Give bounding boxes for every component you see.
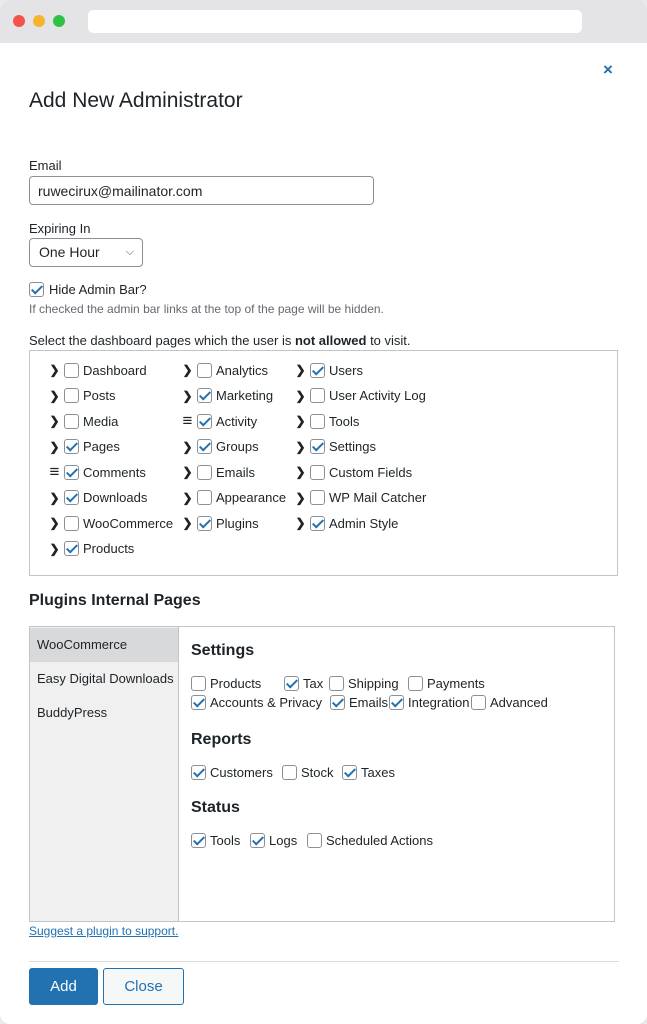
chevron-right-icon[interactable]: ❯ (295, 439, 306, 454)
page-label: Posts (83, 388, 116, 403)
page-item-posts (46, 386, 116, 406)
page-checkbox-downloads[interactable] (64, 490, 79, 505)
page-checkbox-marketing[interactable] (197, 388, 212, 403)
page-item-dashboard (46, 360, 147, 380)
hide-admin-bar-hint: If checked the admin bar links at the top of the page will be hidden. (29, 302, 384, 316)
option-settings-tax (284, 676, 323, 691)
page-checkbox-woocommerce[interactable] (64, 516, 79, 531)
option-label: Customers (210, 765, 273, 780)
page-checkbox-custom-fields[interactable] (310, 465, 325, 480)
hide-admin-bar-row (29, 282, 147, 297)
option-reports-stock (282, 765, 334, 780)
plugin-tab-buddypress[interactable]: BuddyPress (37, 705, 108, 720)
option-label: Shipping (348, 676, 399, 691)
page-checkbox-settings[interactable] (310, 439, 325, 454)
page-label: Tools (329, 413, 360, 429)
page-checkbox-posts[interactable] (64, 388, 79, 403)
plugin-tabs (30, 627, 179, 921)
page-checkbox-media[interactable] (64, 414, 79, 429)
option-checkbox-customers[interactable] (191, 765, 206, 780)
option-status-tools (191, 833, 240, 848)
option-label: Tax (303, 676, 324, 691)
page-checkbox-pages[interactable] (64, 439, 79, 454)
option-checkbox-advanced[interactable] (471, 695, 486, 710)
page-item-woocommerce (46, 513, 173, 533)
close-window-dot[interactable] (13, 15, 25, 27)
chevron-right-icon[interactable]: ❯ (295, 363, 306, 377)
option-checkbox-integration[interactable] (389, 695, 404, 710)
footer-divider (29, 961, 619, 962)
drag-handle-icon[interactable]: ≡ (182, 411, 193, 430)
group-title-settings: Settings (191, 642, 255, 659)
page-item-users (292, 360, 363, 380)
option-reports-taxes (342, 765, 395, 780)
hide-admin-bar-label: Hide Admin Bar? (49, 282, 147, 297)
suggest-plugin-link[interactable]: Suggest a plugin to support. (29, 924, 179, 938)
chevron-right-icon[interactable]: ❯ (49, 490, 60, 505)
page-item-activity (179, 411, 257, 431)
pages-prompt-before: Select the dashboard pages which the user is (29, 333, 295, 348)
chevron-right-icon[interactable]: ❯ (182, 490, 193, 505)
chevron-right-icon[interactable]: ❯ (182, 516, 193, 530)
option-settings-integration (389, 695, 469, 710)
option-settings-advanced (471, 695, 548, 710)
chevron-right-icon[interactable]: ❯ (49, 439, 60, 454)
chevron-right-icon[interactable]: ❯ (182, 465, 193, 479)
page-item-plugins (179, 513, 259, 533)
option-checkbox-taxes[interactable] (342, 765, 357, 780)
option-checkbox-products[interactable] (191, 676, 206, 691)
chevron-right-icon[interactable]: ❯ (49, 516, 60, 530)
page-label: Plugins (216, 515, 259, 531)
page-label: Groups (216, 439, 259, 454)
option-status-scheduled-actions (307, 833, 433, 848)
option-label: Logs (269, 833, 298, 848)
page-checkbox-comments[interactable] (64, 465, 79, 480)
chevron-right-icon[interactable]: ❯ (49, 363, 60, 377)
page-label: Analytics (216, 362, 269, 378)
page-item-user-activity-log (292, 386, 426, 406)
group-title-reports: Reports (191, 731, 252, 748)
page-checkbox-user-activity-log[interactable] (310, 388, 325, 403)
page-item-analytics (179, 360, 268, 380)
page-label: Admin Style (329, 515, 399, 531)
group-title-status: Status (191, 799, 240, 816)
plugins-internal-box (29, 626, 615, 922)
drag-handle-icon[interactable]: ≡ (49, 462, 60, 481)
pages-prompt-after: to visit. (366, 333, 411, 348)
page-item-media (46, 411, 118, 431)
expiring-label: Expiring In (29, 221, 91, 236)
option-checkbox-payments[interactable] (408, 676, 423, 691)
option-checkbox-emails[interactable] (330, 695, 345, 710)
page-label: User Activity Log (329, 388, 426, 403)
minimize-window-dot[interactable] (33, 15, 45, 27)
expiring-select[interactable] (29, 238, 143, 267)
pages-prompt-bold: not allowed (294, 333, 367, 348)
page-label: Custom Fields (329, 464, 413, 480)
option-label: Emails (349, 695, 389, 710)
option-reports-customers (191, 765, 273, 780)
browser-titlebar (0, 0, 647, 43)
option-settings-emails (330, 695, 388, 710)
close-button[interactable]: Close (103, 968, 184, 1005)
page-checkbox-admin-style[interactable] (310, 516, 325, 531)
chevron-right-icon[interactable]: ❯ (49, 388, 60, 403)
chevron-right-icon[interactable]: ❯ (49, 541, 60, 556)
maximize-window-dot[interactable] (53, 15, 65, 27)
option-checkbox-logs[interactable] (250, 833, 265, 848)
address-bar[interactable] (88, 10, 582, 33)
page-item-tools (292, 411, 359, 431)
option-checkbox-scheduled-actions[interactable] (307, 833, 322, 848)
option-label: Advanced (490, 695, 548, 710)
option-settings-payments (408, 676, 485, 691)
page-label: Marketing (216, 388, 274, 403)
add-button[interactable]: Add (29, 968, 98, 1005)
page-label: Users (329, 362, 363, 378)
option-label: Scheduled Actions (326, 833, 433, 848)
option-label: Tools (210, 833, 241, 848)
chevron-right-icon[interactable]: ❯ (295, 516, 306, 530)
option-checkbox-tax[interactable] (284, 676, 299, 691)
chevron-down-icon: ⌵ (125, 246, 134, 258)
option-settings-shipping (329, 676, 399, 691)
page-checkbox-dashboard[interactable] (64, 363, 79, 378)
page-checkbox-activity[interactable] (197, 414, 212, 429)
option-label: Integration (408, 695, 470, 710)
option-checkbox-accounts-and-privacy[interactable] (191, 695, 206, 710)
option-checkbox-tools[interactable] (191, 833, 206, 848)
option-label: Payments (427, 676, 485, 691)
plugins-section-title: Plugins Internal Pages (29, 592, 201, 609)
page-item-pages (46, 437, 120, 457)
chevron-right-icon[interactable]: ❯ (182, 363, 193, 377)
page-item-custom-fields (292, 462, 412, 482)
dashboard-pages-box (29, 350, 618, 576)
page-label: Comments (83, 464, 146, 480)
page-item-marketing (179, 386, 273, 406)
option-label: Stock (301, 765, 334, 780)
page-checkbox-products[interactable] (64, 541, 79, 556)
page-label: Appearance (216, 490, 287, 505)
option-checkbox-stock[interactable] (282, 765, 297, 780)
page-item-downloads (46, 488, 147, 508)
page-checkbox-emails[interactable] (197, 465, 212, 480)
close-icon[interactable]: × (603, 60, 613, 79)
option-status-logs (250, 833, 297, 848)
page-item-comments (46, 462, 146, 482)
chevron-right-icon[interactable]: ❯ (295, 414, 306, 428)
chevron-right-icon[interactable]: ❯ (295, 388, 306, 403)
page-label: Settings (329, 439, 376, 454)
page-label: WP Mail Catcher (329, 490, 427, 505)
expiring-selected-value: One Hour (39, 244, 100, 260)
page-label: WooCommerce (83, 515, 174, 531)
option-settings-accounts-and-privacy (191, 695, 322, 710)
page-checkbox-analytics[interactable] (197, 363, 212, 378)
pages-prompt (29, 333, 411, 348)
page-checkbox-plugins[interactable] (197, 516, 212, 531)
page-label: Activity (216, 413, 258, 429)
page-label: Pages (83, 439, 120, 454)
chevron-right-icon[interactable]: ❯ (182, 388, 193, 403)
option-label: Taxes (361, 765, 395, 780)
chevron-right-icon[interactable]: ❯ (295, 465, 306, 479)
page-label: Products (83, 541, 135, 556)
option-label: Accounts & Privacy (210, 695, 322, 710)
page-item-emails (179, 462, 255, 482)
chevron-right-icon[interactable]: ❯ (49, 414, 60, 428)
page-item-appearance (179, 488, 286, 508)
chevron-right-icon[interactable]: ❯ (295, 490, 306, 505)
page-item-settings (292, 437, 376, 457)
plugin-tab-woocommerce[interactable]: WooCommerce (30, 628, 178, 662)
option-checkbox-shipping[interactable] (329, 676, 344, 691)
option-settings-products (191, 676, 261, 691)
option-label: Products (210, 676, 262, 691)
email-field[interactable] (29, 176, 374, 205)
page-checkbox-appearance[interactable] (197, 490, 212, 505)
page-item-products (46, 539, 134, 559)
page-label: Downloads (83, 490, 148, 505)
page-checkbox-wp-mail-catcher[interactable] (310, 490, 325, 505)
page-label: Emails (216, 464, 256, 480)
page-label: Dashboard (83, 362, 147, 378)
dialog-title: Add New Administrator (29, 89, 243, 112)
email-label: Email (29, 158, 62, 173)
page-item-wp-mail-catcher (292, 488, 426, 508)
chevron-right-icon[interactable]: ❯ (182, 439, 193, 454)
page-checkbox-groups[interactable] (197, 439, 212, 454)
plugin-tab-easy-digital-downloads[interactable]: Easy Digital Downloads (37, 671, 174, 686)
hide-admin-bar-checkbox[interactable] (29, 282, 44, 297)
page-checkbox-tools[interactable] (310, 414, 325, 429)
page-checkbox-users[interactable] (310, 363, 325, 378)
page-label: Media (83, 413, 119, 429)
page-item-admin-style (292, 513, 398, 533)
page-item-groups (179, 437, 259, 457)
